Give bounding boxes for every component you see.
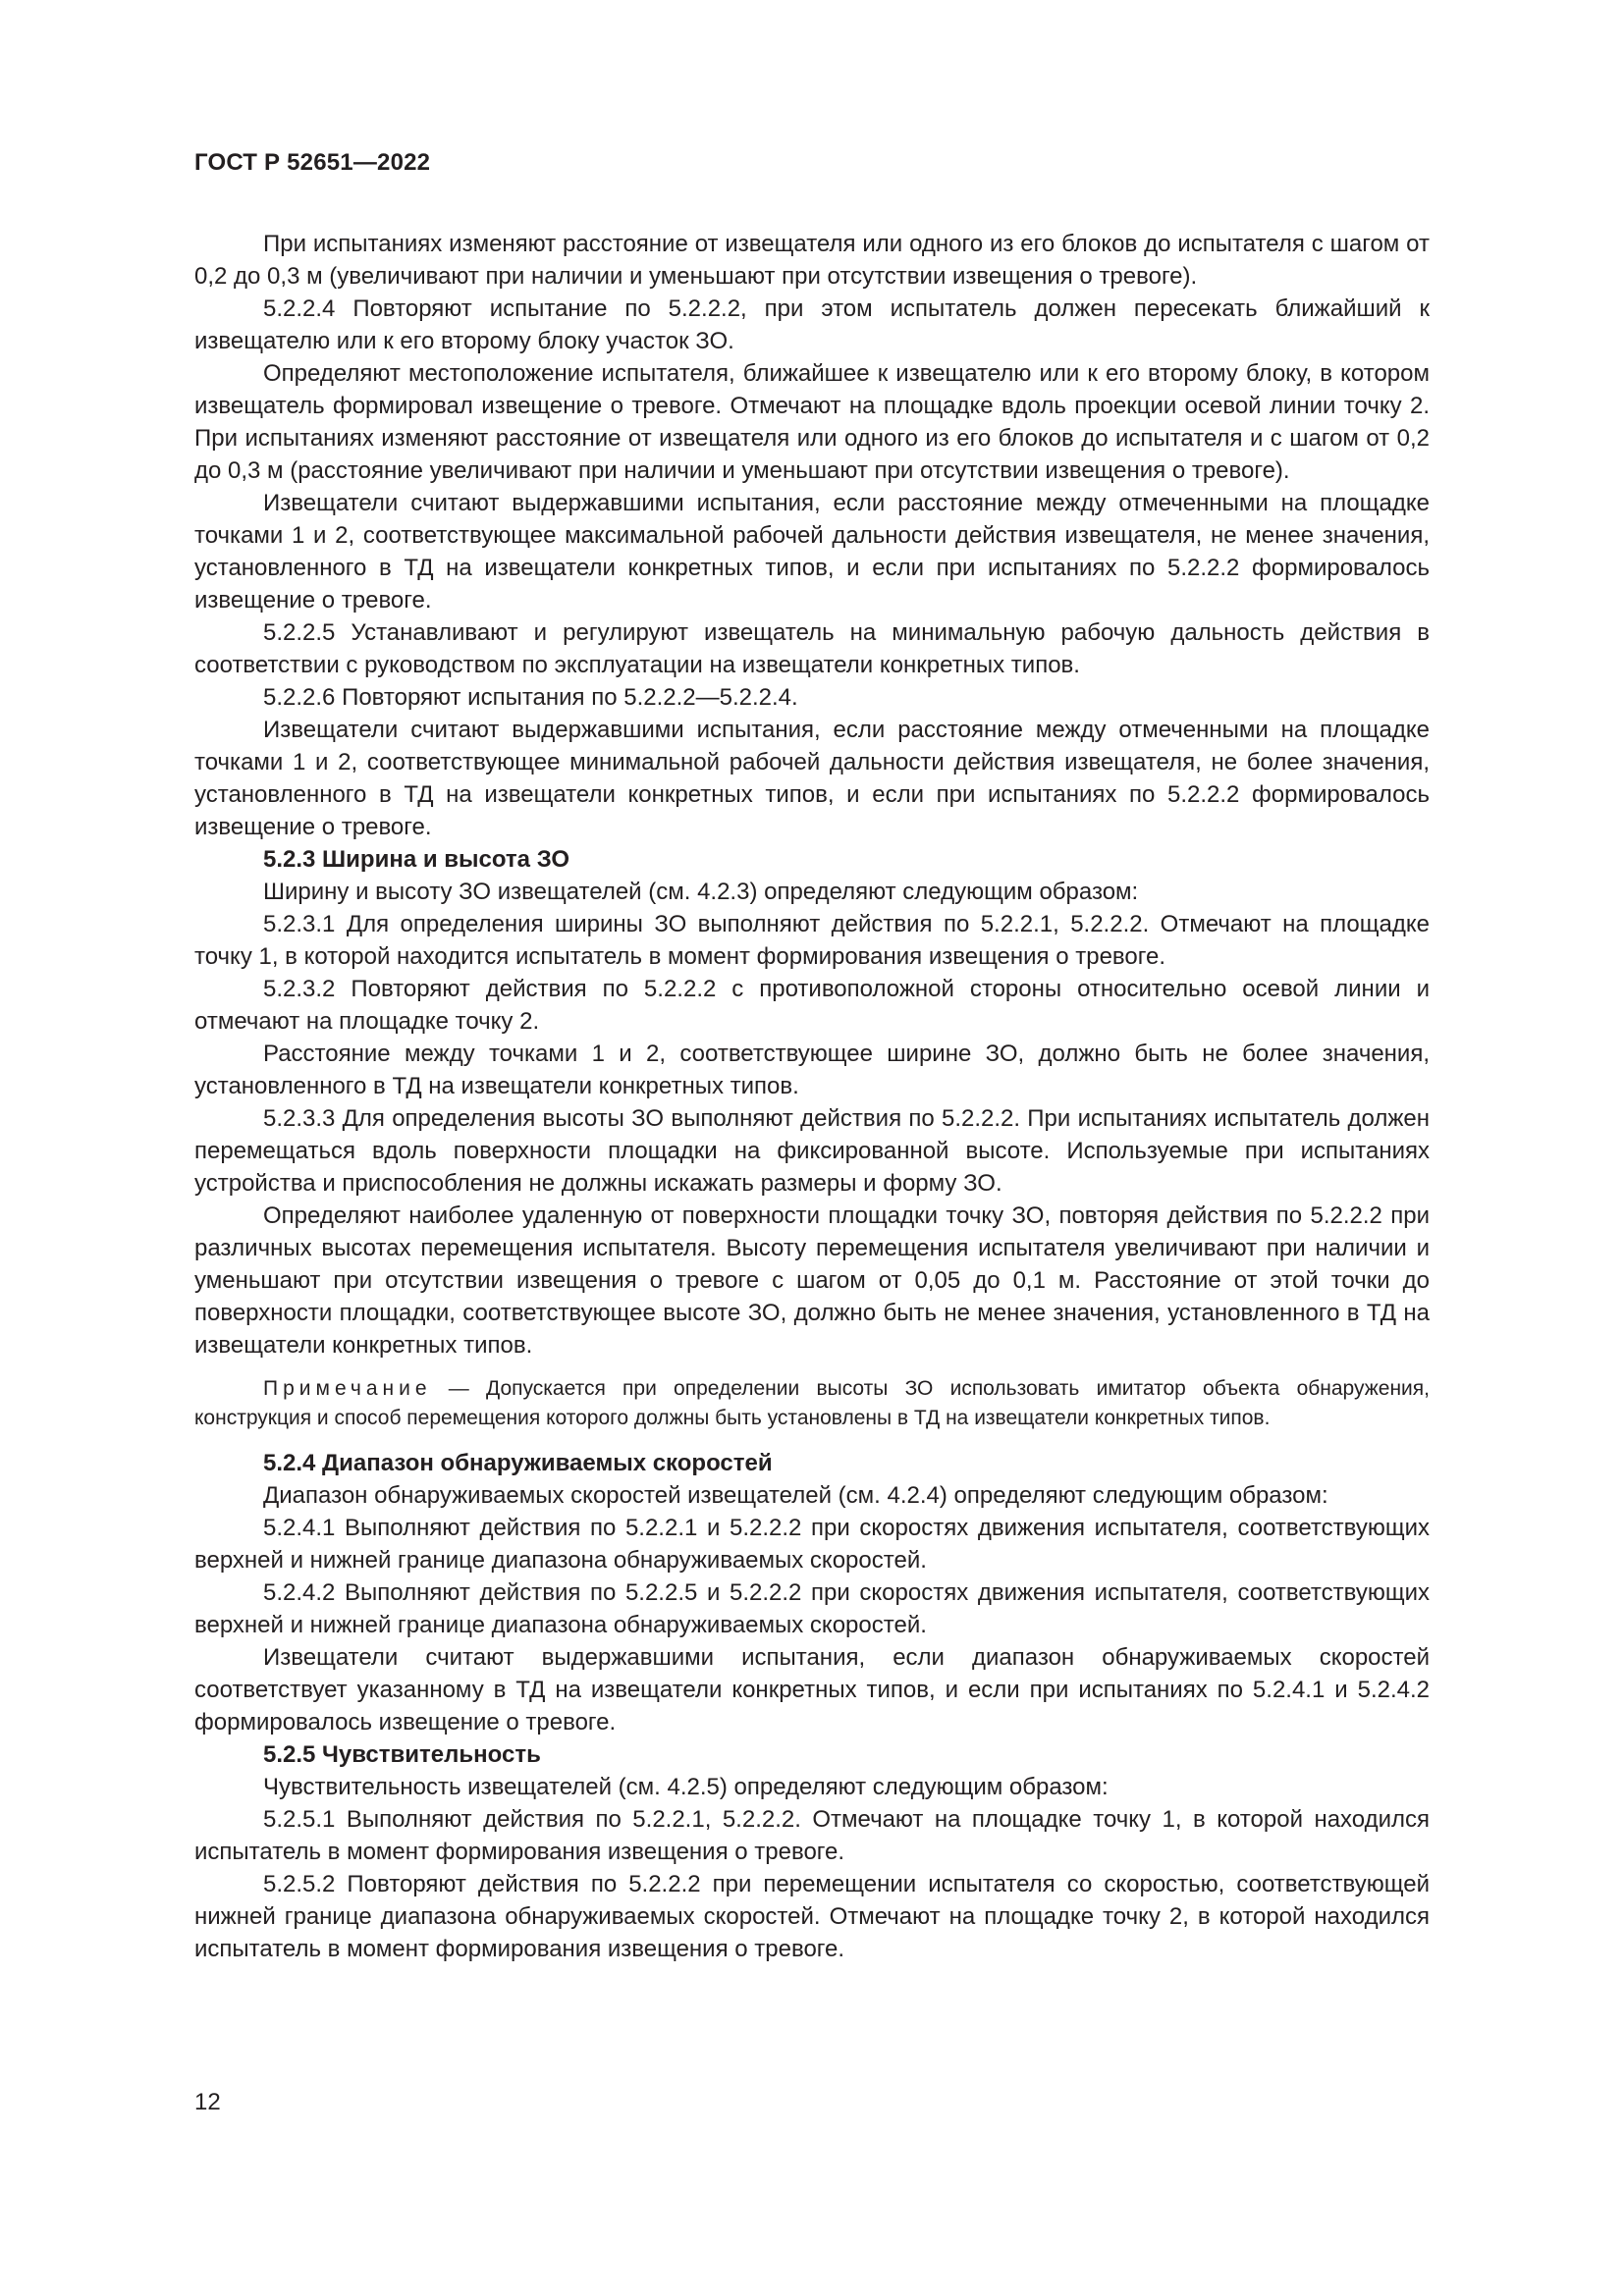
paragraph: Извещатели считают выдержавшими испытания, если расстояние между отмеченными на площадке точками 1 и 2, соответствующее минимальной рабочей дальности действия извещателя, не более значения, установленного в ТД на извещатели конкретных типов, и если при испытаниях по 5.2.2.2 формировалось извещение о тревоге. xyxy=(194,717,1430,840)
paragraph: 5.2.4.2 Выполняют действия по 5.2.2.5 и 5.2.2.2 при скоростях движения испытателя, соответствующих верхней и нижней границе диапазона обнаруживаемых скоростей. xyxy=(194,1579,1430,1638)
paragraph: Диапазон обнаруживаемых скоростей извещателей (см. 4.2.4) определяют следующим образом: xyxy=(263,1482,1328,1509)
document-body xyxy=(194,228,1430,1965)
note-label: Примечание xyxy=(263,1377,432,1400)
paragraph: 5.2.3.3 Для определения высоты ЗО выполняют действия по 5.2.2.2. При испытаниях испытатель должен перемещаться вдоль поверхности площадки на фиксированной высоте. Используемые при испытаниях устройства и приспособления не должны искажать размеры и форму ЗО. xyxy=(194,1105,1430,1197)
paragraph: 5.2.2.5 Устанавливают и регулируют извещатель на минимальную рабочую дальность действия в соответствии с руководством по эксплуатации на извещатели конкретных типов. xyxy=(194,619,1430,678)
page-number: 12 xyxy=(194,2089,221,2115)
paragraph: Расстояние между точками 1 и 2, соответствующее ширине ЗО, должно быть не более значения, установленного в ТД на извещатели конкретных типов. xyxy=(194,1041,1430,1099)
paragraph: 5.2.3.1 Для определения ширины ЗО выполняют действия по 5.2.2.1, 5.2.2.2. Отмечают на площадке точку 1, в которой находится испытатель в момент формирования извещения о тревоге. xyxy=(194,911,1430,970)
paragraph: Извещатели считают выдержавшими испытания, если диапазон обнаруживаемых скоростей соответствует указанному в ТД на извещатели конкретных типов, и если при испытаниях по 5.2.4.1 и 5.2.4.2 формировалось извещение о тревоге. xyxy=(194,1644,1430,1735)
paragraph: 5.2.5.1 Выполняют действия по 5.2.2.1, 5.2.2.2. Отмечают на площадке точку 1, в которой находился испытатель в момент формирования извещения о тревоге. xyxy=(194,1806,1430,1865)
paragraph: Ширину и высоту ЗО извещателей (см. 4.2.3) определяют следующим образом: xyxy=(263,879,1139,905)
paragraph: 5.2.4.1 Выполняют действия по 5.2.2.1 и 5.2.2.2 при скоростях движения испытателя, соответствующих верхней и нижней границе диапазона обнаруживаемых скоростей. xyxy=(194,1515,1430,1574)
paragraph: Определяют местоположение испытателя, ближайшее к извещателю или к его второму блоку, в котором извещатель формировал извещение о тревоге. Отмечают на площадке вдоль проекции осевой линии точку 2. При испытаниях изменяют расстояние от извещателя или одного из его блоков до испытателя и с шагом от 0,2 до 0,3 м (расстояние увеличивают при наличии и уменьшают при отсутствии извещения о тревоге). xyxy=(194,360,1430,484)
paragraph: Определяют наиболее удаленную от поверхности площадки точку ЗО, повторяя действия по 5.2.2.2 при различных высотах перемещения испытателя. Высоту перемещения испытателя увеличивают при наличии и уменьшают при отсутствии извещения о тревоге с шагом от 0,05 до 0,1 м. Расстояние от этой точки до поверхности площадки, соответствующее высоте ЗО, должно быть не менее значения, установленного в ТД на извещатели конкретных типов. xyxy=(194,1202,1430,1359)
paragraph: 5.2.2.6 Повторяют испытания по 5.2.2.2—5.2.2.4. xyxy=(263,684,798,711)
section-heading: 5.2.5 Чувствительность xyxy=(263,1741,541,1768)
section-heading: 5.2.3 Ширина и высота ЗО xyxy=(263,846,570,873)
paragraph: 5.2.2.4 Повторяют испытание по 5.2.2.2, при этом испытатель должен пересекать ближайший к извещателю или к его второму блоку участок ЗО. xyxy=(194,295,1430,354)
note xyxy=(194,1374,1430,1433)
paragraph: Извещатели считают выдержавшими испытания, если расстояние между отмеченными на площадке точками 1 и 2, соответствующее максимальной рабочей дальности действия извещателя, не менее значения, установленного в ТД на извещатели конкретных типов, и если при испытаниях по 5.2.2.2 формировалось извещение о тревоге. xyxy=(194,490,1430,614)
paragraph: 5.2.3.2 Повторяют действия по 5.2.2.2 с противоположной стороны относительно осевой линии и отмечают на площадке точку 2. xyxy=(194,976,1430,1035)
paragraph: Чувствительность извещателей (см. 4.2.5) определяют следующим образом: xyxy=(263,1774,1109,1800)
document-header: ГОСТ Р 52651—2022 xyxy=(194,149,431,176)
paragraph: 5.2.5.2 Повторяют действия по 5.2.2.2 при перемещении испытателя со скоростью, соответствующей нижней границе диапазона обнаруживаемых скоростей. Отмечают на площадке точку 2, в которой находился испытатель в момент формирования извещения о тревоге. xyxy=(194,1871,1430,1962)
section-heading: 5.2.4 Диапазон обнаруживаемых скоростей xyxy=(263,1450,773,1476)
note-text: — Допускается при определении высоты ЗО использовать имитатор объекта обнаружения, конструкция и способ перемещения которого должны быть установлены в ТД на извещатели конкретных типов. xyxy=(194,1377,1430,1429)
paragraph: При испытаниях изменяют расстояние от извещателя или одного из его блоков до испытателя с шагом от 0,2 до 0,3 м (увеличивают при наличии и уменьшают при отсутствии извещения о тревоге). xyxy=(194,231,1430,290)
